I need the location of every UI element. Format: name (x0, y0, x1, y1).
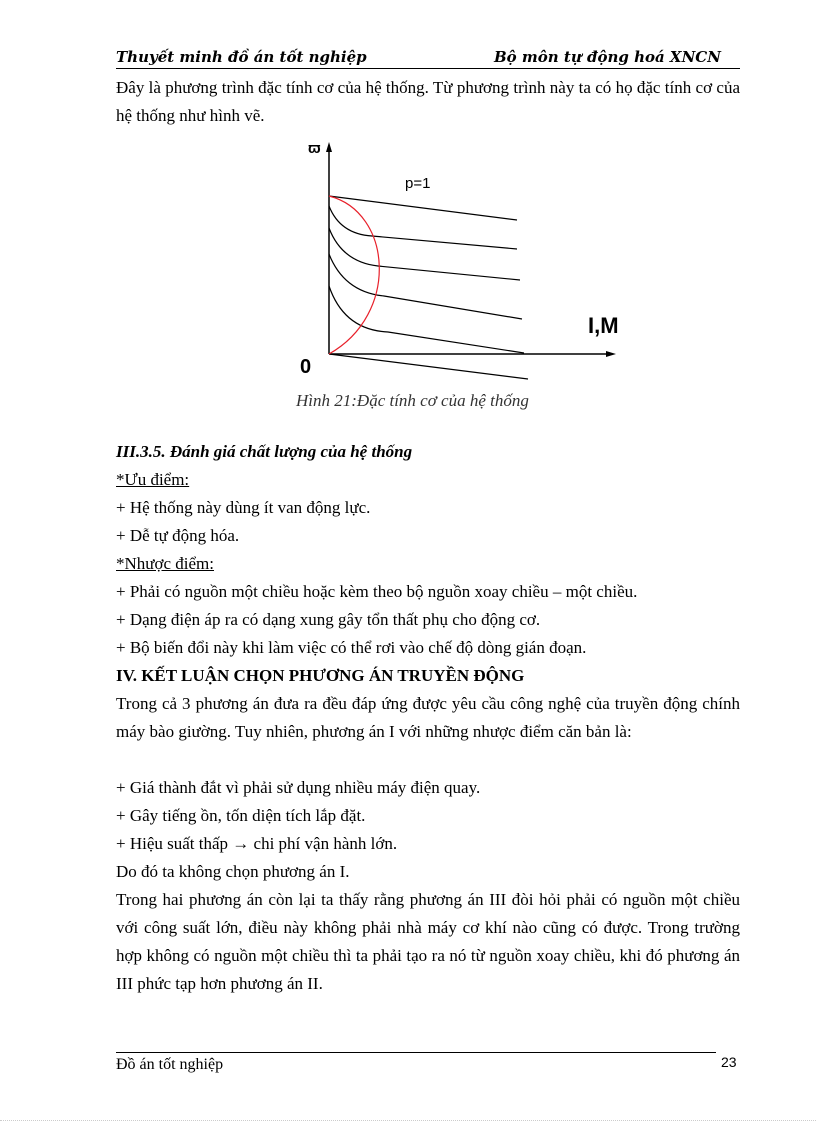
y-axis-arrow (326, 142, 332, 152)
x-axis-label: I,M (588, 313, 619, 338)
figure-caption: Hình 21:Đặc tính cơ của hệ thống (296, 391, 529, 410)
conclusion-paragraph-2: Do đó ta không chọn phương án I. (116, 862, 350, 881)
conclusion-paragraph-3: Trong hai phương án còn lại ta thấy rằng phương án III đòi hỏi phải có nguồn một chiều với công suất lớn, điều này không phải nhà máy cơ khí nào cũng có được. Trong trường hợp không có nguồn một chiều thì ta phải tạo ra nó từ nguồn xoay chiều, khi đó phương án III phức tạp hơn phương án II. (116, 890, 740, 993)
conclusion-item-1: + Giá thành đắt vì phải sử dụng nhiều máy điện quay. (116, 778, 481, 797)
page-bottom-border (0, 1120, 816, 1121)
page-header (116, 46, 740, 69)
characteristic-chart (292, 138, 632, 388)
conclusion-title: IV. KẾT LUẬN CHỌN PHƯƠNG ÁN TRUYỀN ĐỘNG (116, 666, 525, 685)
conclusion-item-3: + Hiệu suất thấp → chi phí vận hành lớn. (116, 834, 398, 853)
intro-paragraph: Đây là phương trình đặc tính cơ của hệ thống. Từ phương trình này ta có họ đặc tính cơ của hệ thống như hình vẽ. (116, 78, 740, 125)
x-axis-arrow (606, 351, 616, 357)
cons-title (116, 550, 740, 578)
section-title: III.3.5. Đánh giá chất lượng của hệ thống (116, 442, 413, 461)
characteristic-curve-1 (329, 196, 517, 220)
pros-item-1: + Hệ thống này dùng ít van động lực. (116, 498, 371, 517)
header-right: Bộ môn tự động hoá XNCN (494, 48, 721, 66)
cons-item-1: + Phải có nguồn một chiều hoặc kèm theo bộ nguồn xoay chiều – một chiều. (116, 582, 638, 601)
cons-title-text: *Nhược điểm: (116, 554, 214, 573)
pros-title-text: *Ưu điểm: (116, 470, 190, 489)
footer-divider (116, 1052, 716, 1053)
cons-item-3: + Bộ biến đổi này khi làm việc có thể rơi vào chế độ dòng gián đoạn. (116, 638, 587, 657)
origin-label: 0 (300, 356, 312, 378)
characteristic-curve-5 (329, 286, 524, 353)
y-axis-label: ϖ (308, 140, 321, 157)
pros-title (116, 466, 740, 494)
conclusion-item-2: + Gây tiếng ồn, tốn diện tích lắp đặt. (116, 806, 366, 825)
header-left: Thuyết minh đồ án tốt nghiệp (116, 48, 367, 66)
page-number: 23 (721, 1054, 737, 1070)
characteristic-curve-6 (329, 354, 528, 379)
curve-label: p=1 (405, 175, 431, 192)
footer-left: Đồ án tốt nghiệp (116, 1056, 224, 1073)
characteristic-figure (292, 138, 632, 393)
characteristic-curve-3 (329, 228, 520, 280)
conclusion-paragraph-1: Trong cả 3 phương án đưa ra đều đáp ứng được yêu cầu công nghệ của truyền động chính máy bào giường. Tuy nhiên, phương án I với những nhược điểm căn bản là: (116, 694, 740, 741)
cons-item-2: + Dạng điện áp ra có dạng xung gây tổn thất phụ cho động cơ. (116, 610, 541, 629)
characteristic-curve-4 (329, 254, 522, 319)
pros-item-2: + Dễ tự động hóa. (116, 526, 240, 545)
